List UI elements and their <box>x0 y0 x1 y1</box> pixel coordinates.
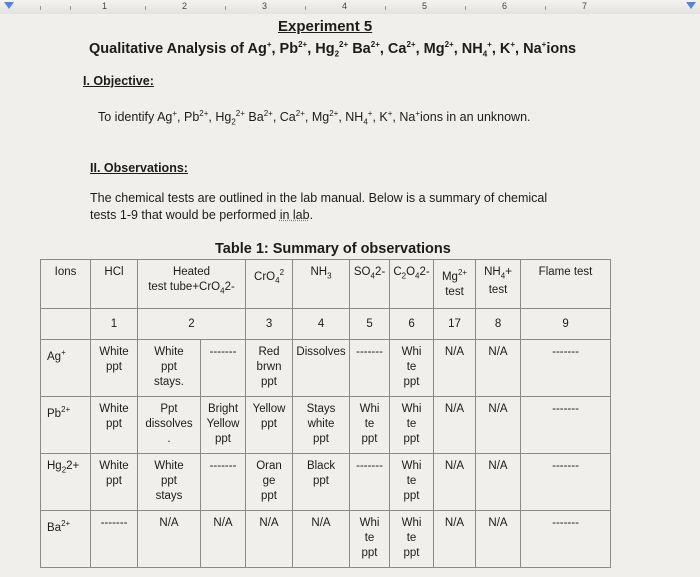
left-indent-marker[interactable] <box>4 2 14 9</box>
test-number-cell: 5 <box>350 309 390 340</box>
observation-cell: Oran ge ppt <box>246 454 293 511</box>
observation-cell: Whi te ppt <box>350 511 390 568</box>
document-page[interactable] <box>0 14 700 577</box>
observation-cell: Stays white ppt <box>293 397 350 454</box>
observation-cell: Bright Yellow ppt <box>201 397 246 454</box>
para-suffix: . <box>309 208 314 222</box>
observation-cell: N/A <box>434 397 476 454</box>
test-number-cell: 4 <box>293 309 350 340</box>
observation-cell: N/A <box>434 340 476 397</box>
ion-row <box>41 511 611 568</box>
observation-cell: ------- <box>91 511 138 568</box>
header-cell: HCl <box>91 260 138 309</box>
ruler-tick <box>385 6 386 10</box>
header-cell: $Mg^{2+}$ test <box>434 260 476 309</box>
observation-cell: White ppt <box>91 397 138 454</box>
ruler-number: 6 <box>502 1 508 11</box>
ion-row <box>41 340 611 397</box>
document-subtitle: Qualitative Analysis of Ag+, $Pb^{2+}$, $Hg_2^{2+}$ $Ba^{2+}$, $Ca^{2+}$, $Mg^{2+}$, $NH_4^+$, K+, Na+ions <box>89 40 577 59</box>
observation-cell: ------- <box>521 511 611 568</box>
ruler-number: 7 <box>582 1 588 11</box>
right-indent-marker[interactable] <box>686 2 696 9</box>
observation-cell: N/A <box>138 511 201 568</box>
header-cell: $NH_4+$ test <box>476 260 521 309</box>
observation-cell: Whi te ppt <box>390 397 434 454</box>
ion-row <box>41 397 611 454</box>
test-number-cell: 8 <box>476 309 521 340</box>
ruler-tick <box>145 6 146 10</box>
observation-cell: Red brwn ppt <box>246 340 293 397</box>
observation-cell: N/A <box>434 454 476 511</box>
para-prefix: tests 1-9 that would be performed <box>90 208 280 222</box>
ruler-tick <box>305 6 306 10</box>
observation-cell: ------- <box>201 340 246 397</box>
header-cell: CrO$_4^2$ <box>246 260 293 309</box>
ruler-tick <box>225 6 226 10</box>
observation-cell: N/A <box>246 511 293 568</box>
table-caption: Table 1: Summary of observations <box>215 241 451 257</box>
header-cell: $C_2O_42-$ <box>390 260 434 309</box>
test-number-cell: 6 <box>390 309 434 340</box>
objective-heading <box>83 74 154 88</box>
observation-cell: White ppt stays. <box>138 340 201 397</box>
observation-cell: Whi te ppt <box>390 511 434 568</box>
observation-cell: N/A <box>476 454 521 511</box>
observation-cell: N/A <box>201 511 246 568</box>
observations-paragraph-line-2 <box>90 208 313 222</box>
ion-cell: Ag+ <box>41 340 91 397</box>
observation-cell: Yellow ppt <box>246 397 293 454</box>
observations-paragraph-line-1: The chemical tests are outlined in the lab manual. Below is a summary of chemical <box>90 191 548 205</box>
test-number-cell: 3 <box>246 309 293 340</box>
ruler-number: 5 <box>422 1 428 11</box>
observation-cell: N/A <box>476 511 521 568</box>
ion-cell: $Pb^{2+}$ <box>41 397 91 454</box>
document-title: Experiment 5 <box>278 18 373 35</box>
test-number-cell: 17 <box>434 309 476 340</box>
ruler[interactable] <box>0 0 700 15</box>
ruler-number: 2 <box>182 1 188 11</box>
ruler-number: 3 <box>262 1 268 11</box>
observation-cell: N/A <box>293 511 350 568</box>
observation-cell: ------- <box>521 397 611 454</box>
observations-table[interactable] <box>40 259 611 568</box>
observation-cell: ------- <box>521 340 611 397</box>
observation-cell: White ppt stays <box>138 454 201 511</box>
spellcheck-underlined-text[interactable]: in lab <box>279 208 310 222</box>
ruler-number: 1 <box>102 1 108 11</box>
header-cell: Ions <box>41 260 91 309</box>
ruler-number: 4 <box>342 1 348 11</box>
header-cell: $SO_42-$ <box>350 260 390 309</box>
observation-cell: ------- <box>350 454 390 511</box>
observation-cell: Whi te ppt <box>390 454 434 511</box>
observation-cell: Whi te ppt <box>390 340 434 397</box>
observation-cell: Ppt dissolves . <box>138 397 201 454</box>
observation-cell: Dissolves <box>293 340 350 397</box>
objective-heading-text: I. Objective: <box>83 74 154 88</box>
ruler-tick <box>545 6 546 10</box>
test-number-cell <box>41 309 91 340</box>
observations-heading <box>90 161 188 175</box>
ruler-tick <box>40 6 41 10</box>
header-row <box>41 260 611 309</box>
ion-cell: $Ba^{2+}$ <box>41 511 91 568</box>
observation-cell: ------- <box>521 454 611 511</box>
ruler-tick <box>70 6 71 10</box>
observation-cell: Whi te ppt <box>350 397 390 454</box>
observation-cell: N/A <box>476 340 521 397</box>
observation-cell: White ppt <box>91 340 138 397</box>
header-cell: $NH_3$ <box>293 260 350 309</box>
observation-cell: N/A <box>476 397 521 454</box>
observation-cell: White ppt <box>91 454 138 511</box>
header-cell: Heated test tube+CrO$_4$2- <box>138 260 246 309</box>
observation-cell: ------- <box>201 454 246 511</box>
header-cell: Flame test <box>521 260 611 309</box>
observation-cell: ------- <box>350 340 390 397</box>
test-number-cell: 2 <box>138 309 246 340</box>
objective-text: To identify Ag+, $Pb^{2+}$, $Hg_2^{2+}$ $Ba^{2+}$, $Ca^{2+}$, $Mg^{2+}$, $NH_4^+$, K+, Na+ions in an unknown. <box>98 109 531 127</box>
ruler-tick <box>465 6 466 10</box>
observations-heading-text: II. Observations: <box>90 161 188 175</box>
test-number-row <box>41 309 611 340</box>
test-number-cell: 1 <box>91 309 138 340</box>
observation-cell: Black ppt <box>293 454 350 511</box>
observation-cell: N/A <box>434 511 476 568</box>
test-number-cell: 9 <box>521 309 611 340</box>
ion-cell: $Hg_22+$ <box>41 454 91 511</box>
ion-row <box>41 454 611 511</box>
